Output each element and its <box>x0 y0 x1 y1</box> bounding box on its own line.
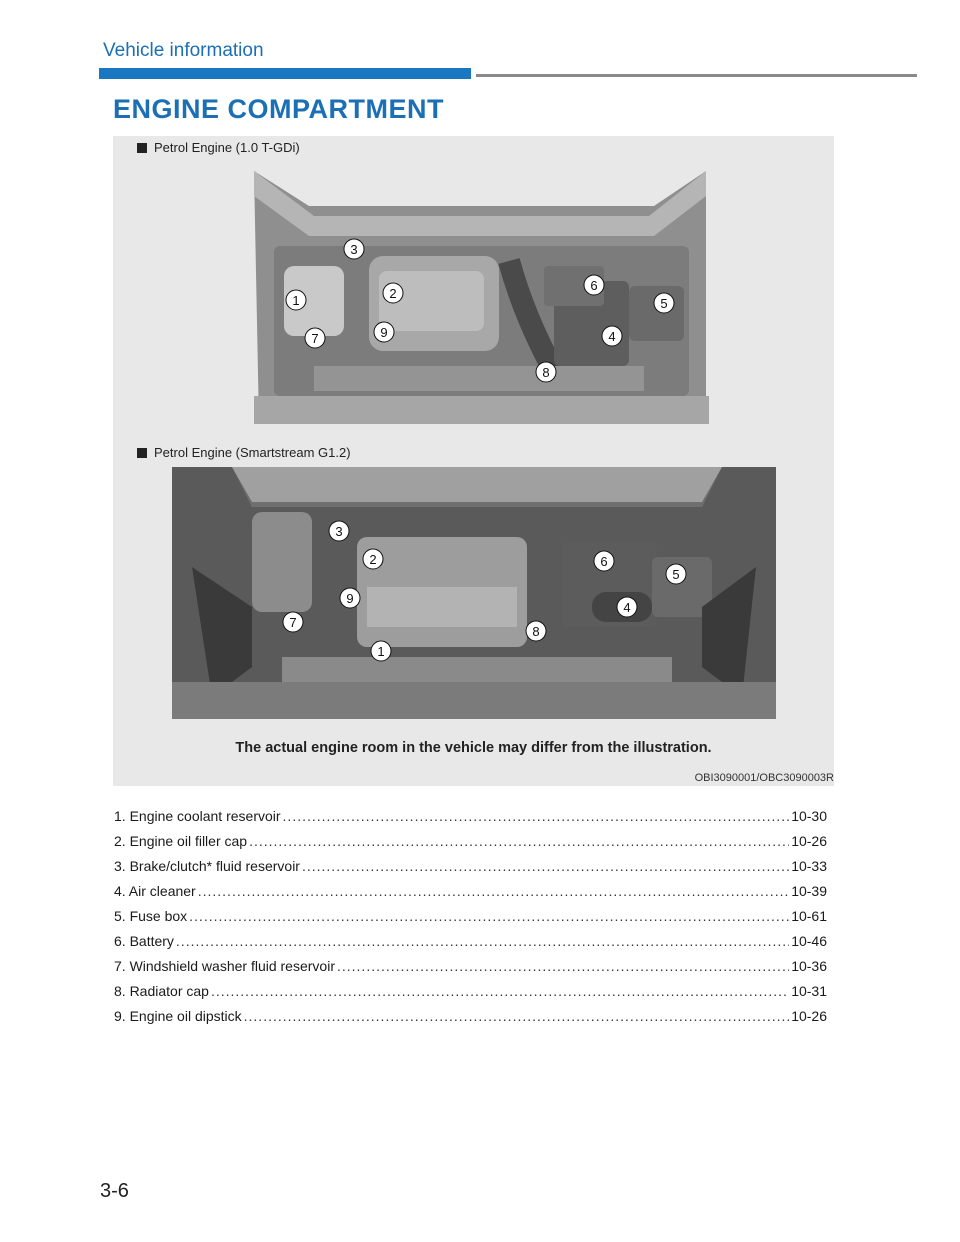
illustration-note: The actual engine room in the vehicle may differ from the illustration. <box>235 740 712 756</box>
list-item-page: 10-26 <box>791 1008 827 1024</box>
svg-text:1: 1 <box>292 293 300 308</box>
callout-5 <box>666 564 686 584</box>
list-item-page: 10-33 <box>791 858 827 874</box>
list-item-page: 10-61 <box>791 908 827 924</box>
list-item <box>114 958 827 983</box>
callout-9 <box>374 322 394 342</box>
square-bullet-icon <box>137 448 147 458</box>
header-rule-grey <box>476 74 917 77</box>
list-item-page: 10-39 <box>791 883 827 899</box>
engine1-illustration <box>254 166 709 424</box>
callout-4 <box>602 326 622 346</box>
svg-text:7: 7 <box>311 331 319 346</box>
square-bullet-icon <box>137 143 147 153</box>
engine2-illustration <box>172 467 776 719</box>
svg-text:1: 1 <box>377 644 385 659</box>
list-item <box>114 933 827 958</box>
svg-text:9: 9 <box>346 591 354 606</box>
header-rule-blue <box>99 68 471 79</box>
callout-2 <box>383 283 403 303</box>
list-item-label: 3. Brake/clutch* fluid reservoir <box>114 858 300 874</box>
list-item <box>114 858 827 883</box>
svg-text:5: 5 <box>660 296 668 311</box>
list-item-page: 10-26 <box>791 833 827 849</box>
svg-text:6: 6 <box>600 554 608 569</box>
callout-2 <box>363 549 383 569</box>
list-item <box>114 908 827 933</box>
callout-3 <box>329 521 349 541</box>
svg-text:3: 3 <box>335 524 343 539</box>
list-item <box>114 883 827 908</box>
list-item-label: 8. Radiator cap <box>114 983 209 999</box>
callout-8 <box>526 621 546 641</box>
list-item-label: 5. Fuse box <box>114 908 188 924</box>
list-item <box>114 808 827 833</box>
svg-text:2: 2 <box>389 286 397 301</box>
engine1-label <box>137 140 300 155</box>
svg-text:5: 5 <box>672 567 680 582</box>
svg-text:8: 8 <box>542 365 550 380</box>
illustration-code: OBI3090001/OBC3090003R <box>694 772 834 784</box>
list-item-label: 4. Air cleaner <box>114 883 196 899</box>
svg-text:3: 3 <box>350 242 358 257</box>
engine2-label <box>137 445 351 460</box>
page-heading: ENGINE COMPARTMENT <box>113 94 444 124</box>
list-item <box>114 833 827 858</box>
callout-7 <box>283 612 303 632</box>
component-list <box>114 808 827 1033</box>
callout-1 <box>371 641 391 661</box>
list-item <box>114 983 827 1008</box>
callout-3 <box>344 239 364 259</box>
section-title: Vehicle information <box>103 40 264 61</box>
svg-text:9: 9 <box>380 325 388 340</box>
svg-text:4: 4 <box>623 600 631 615</box>
callout-7 <box>305 328 325 348</box>
svg-text:6: 6 <box>590 278 598 293</box>
callout-6 <box>584 275 604 295</box>
list-item-label: 6. Battery <box>114 933 174 949</box>
list-item <box>114 1008 827 1033</box>
engine1-label-text: Petrol Engine (1.0 T-GDi) <box>154 140 300 155</box>
svg-text:2: 2 <box>369 552 377 567</box>
list-item-page: 10-46 <box>791 933 827 949</box>
list-item-label: 7. Windshield washer fluid reservoir <box>114 958 335 974</box>
page-number: 3-6 <box>100 1180 129 1202</box>
svg-text:4: 4 <box>608 329 616 344</box>
list-item-label: 2. Engine oil filler cap <box>114 833 248 849</box>
callout-9 <box>340 588 360 608</box>
list-item-label: 1. Engine coolant reservoir <box>114 808 281 824</box>
list-item-label: 9. Engine oil dipstick <box>114 1008 242 1024</box>
callout-6 <box>594 551 614 571</box>
list-item-page: 10-30 <box>791 808 827 824</box>
callout-8 <box>536 362 556 382</box>
list-item-page: 10-36 <box>791 958 827 974</box>
callout-4 <box>617 597 637 617</box>
engine2-label-text: Petrol Engine (Smartstream G1.2) <box>154 445 351 460</box>
callout-1 <box>286 290 306 310</box>
callout-5 <box>654 293 674 313</box>
list-item-page: 10-31 <box>791 983 827 999</box>
svg-text:8: 8 <box>532 624 540 639</box>
svg-text:7: 7 <box>289 615 297 630</box>
